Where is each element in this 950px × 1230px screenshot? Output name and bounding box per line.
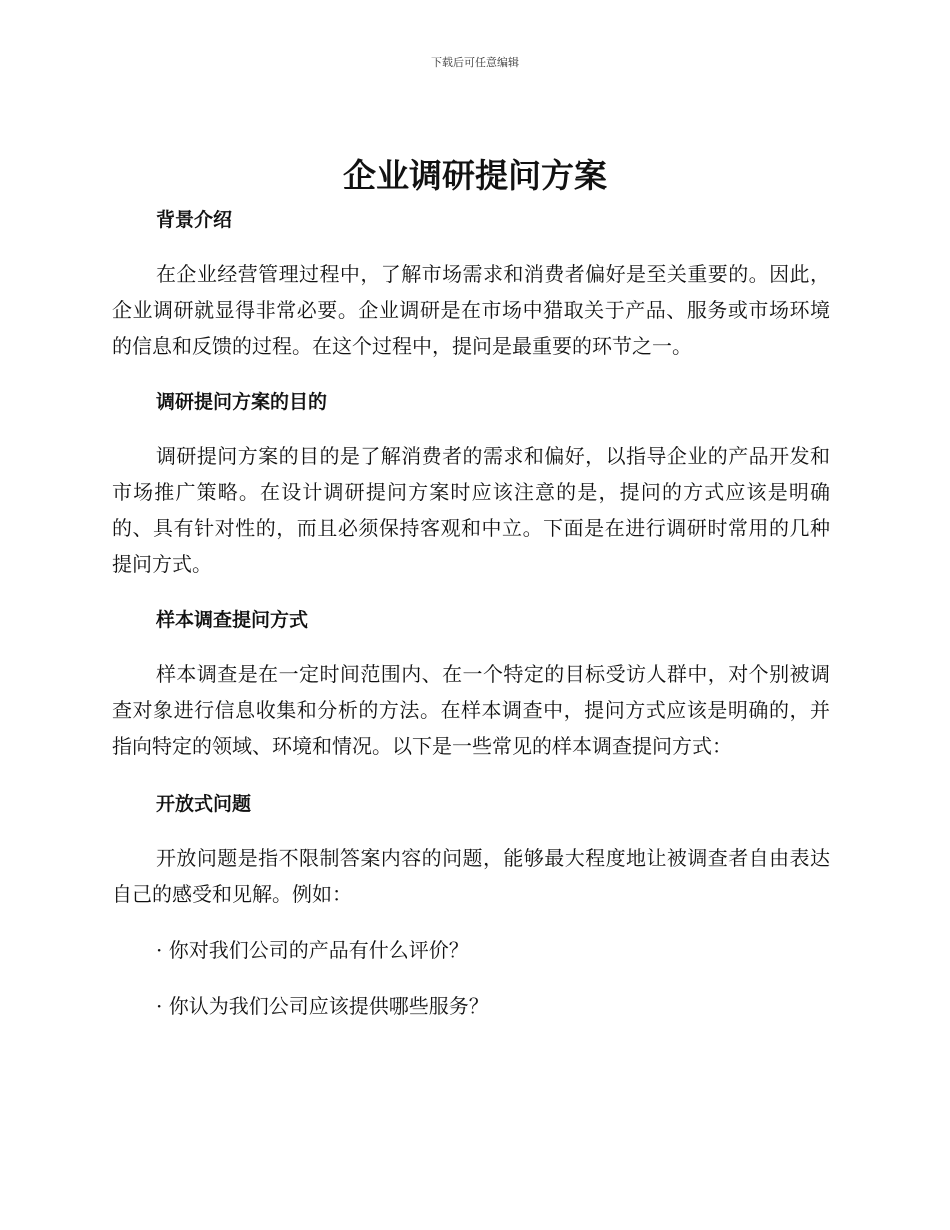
section-body-purpose: 调研提问方案的目的是了解消费者的需求和偏好，以指导企业的产品开发和市场推广策略。在设计调研提问方案时应该注意的是，提问的方式应该是明确的、具有针对性的，而且必须保持客观和中立。下面是在进行调研时常用的几种提问方式。	[112, 444, 830, 576]
section-heading-open: 开放式问题	[156, 793, 252, 815]
header-note: 下载后可任意编辑	[431, 56, 519, 69]
section-heading-background: 背景介绍	[156, 209, 233, 231]
section-heading-sample: 样本调查提问方式	[156, 609, 309, 631]
section-heading-purpose: 调研提问方案的目的	[156, 391, 328, 413]
document-body	[112, 202, 830, 1024]
list-item: · 你认为我们公司应该提供哪些服务？	[156, 994, 489, 1018]
section-body-open: 开放问题是指不限制答案内容的问题，能够最大程度地让被调查者自由表达自己的感受和见解。例如：	[112, 846, 830, 906]
document-title: 企业调研提问方案	[343, 156, 607, 195]
section-body-background: 在企业经营管理过程中，了解市场需求和消费者偏好是至关重要的。因此，企业调研就显得非常必要。企业调研是在市场中猎取关于产品、服务或市场环境的信息和反馈的过程。在这个过程中，提问是最重要的环节之一。	[112, 262, 830, 358]
section-body-sample: 样本调查是在一定时间范围内、在一个特定的目标受访人群中，对个别被调查对象进行信息收集和分析的方法。在样本调查中，提问方式应该是明确的，并指向特定的领域、环境和情况。以下是一些常见的样本调查提问方式：	[112, 662, 830, 758]
list-item: · 你对我们公司的产品有什么评价？	[156, 938, 469, 962]
